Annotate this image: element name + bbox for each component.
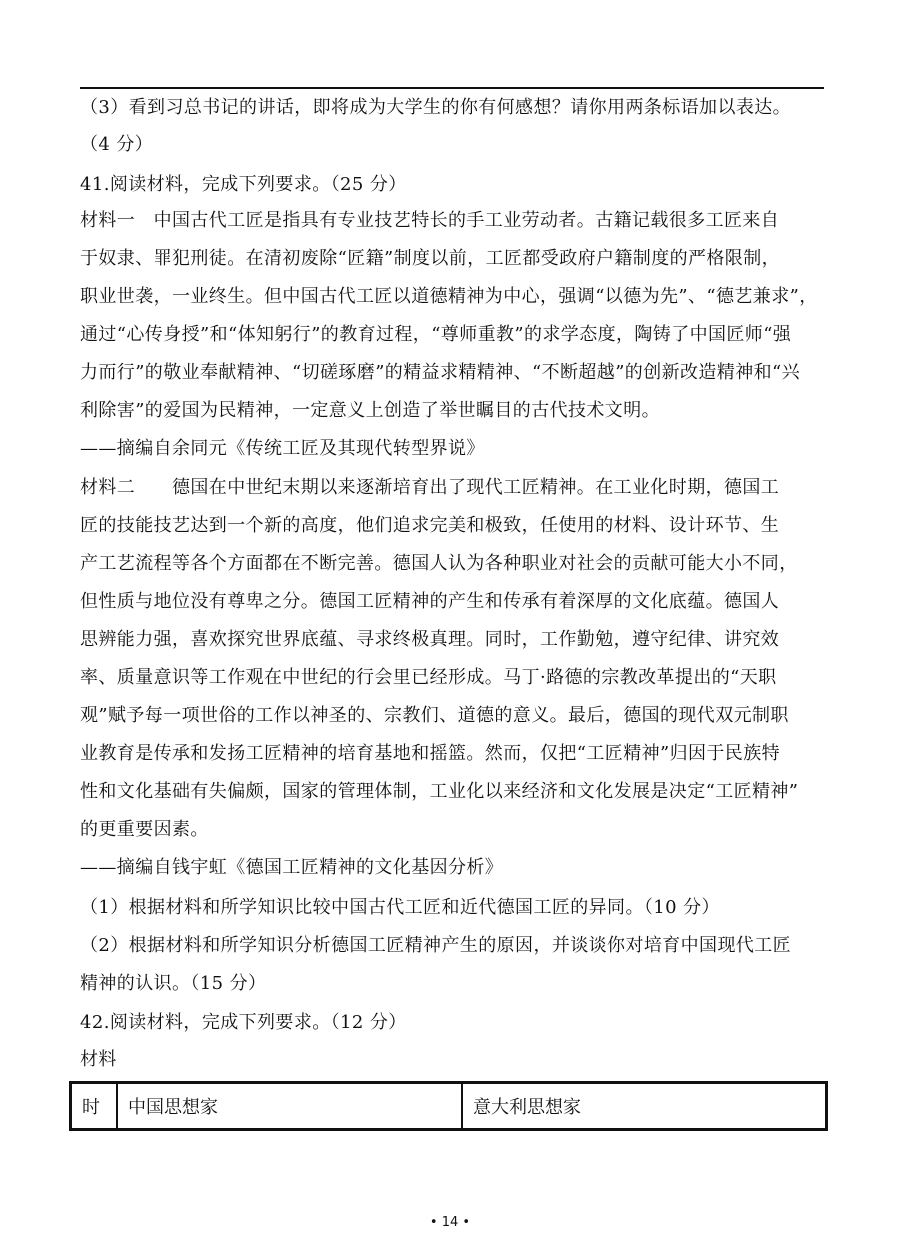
- material-1-line: 职业世袭，一业终生。但中国古代工匠以道德精神为中心，强调“以德为先”、“德艺兼求”，: [80, 286, 818, 307]
- material-1-line: 于奴隶、罪犯刑徒。在清初废除“匠籍”制度以前，工匠都受政府户籍制度的严格限制，: [80, 248, 781, 269]
- material-2-line: 材料二 德国在中世纪末期以来逐渐培育出了现代工匠精神。在工业化时期，德国工: [80, 477, 780, 498]
- page-number: • 14 •: [429, 1215, 471, 1230]
- material-2-line: 产工艺流程等各个方面都在不断完善。德国人认为各种职业对社会的贡献可能大小不同，: [80, 553, 798, 574]
- table-header-time: 时: [72, 1084, 118, 1128]
- top-divider: [80, 87, 824, 89]
- question-41-heading: 41.阅读材料，完成下列要求。（25 分）: [80, 174, 407, 195]
- thinkers-table: [69, 1081, 828, 1131]
- table-header-chinese: 中国思想家: [118, 1084, 463, 1128]
- question-40-3-score: （4 分）: [80, 134, 154, 155]
- material-1-source: ——摘编自余同元《传统工匠及其现代转型界说》: [80, 438, 485, 459]
- question-41-1: （1）根据材料和所学知识比较中国古代工匠和近代德国工匠的异同。（10 分）: [80, 897, 720, 918]
- material-2-source: ——摘编自钱宇虹《德国工匠精神的文化基因分析》: [80, 857, 504, 878]
- material-2-line: 的更重要因素。: [80, 819, 209, 840]
- material-2-line: 匠的技能技艺达到一个新的高度，他们追求完美和极致，任使用的材料、设计环节、生: [80, 515, 780, 536]
- material-1-line: 力而行”的敬业奉献精神、“切磋琢磨”的精益求精精神、“不断超越”的创新改造精神和“兴: [80, 362, 801, 383]
- question-40-3: （3）看到习总书记的讲话，即将成为大学生的你有何感想？请你用两条标语加以表达。: [80, 97, 792, 118]
- material-1-line: 材料一 中国古代工匠是指具有专业技艺特长的手工业劳动者。古籍记载很多工匠来自: [80, 210, 780, 231]
- question-41-2: （2）根据材料和所学知识分析德国工匠精神产生的原因，并谈谈你对培育中国现代工匠: [80, 935, 792, 956]
- material-2-line: 业教育是传承和发扬工匠精神的培育基地和摇篮。然而，仅把“工匠精神”归因于民族特: [80, 743, 781, 764]
- material-2-line: 但性质与地位没有尊卑之分。德国工匠精神的产生和传承有着深厚的文化底蕴。德国人: [80, 591, 780, 612]
- material-label: 材料: [80, 1049, 117, 1070]
- material-2-line: 思辨能力强，喜欢探究世界底蕴、寻求终极真理。同时，工作勤勉，遵守纪律、讲究效: [80, 629, 780, 650]
- material-1-line: 通过“心传身授”和“体知躬行”的教育过程，“尊师重教”的求学态度，陶铸了中国匠师“强: [80, 324, 792, 345]
- material-1-line: 利除害”的爱国为民精神，一定意义上创造了举世瞩目的古代技术文明。: [80, 400, 660, 421]
- question-41-2-cont: 精神的认识。（15 分）: [80, 973, 267, 994]
- question-42-heading: 42.阅读材料，完成下列要求。（12 分）: [80, 1012, 407, 1033]
- material-2-line: 率、质量意识等工作观在中世纪的行会里已经形成。马丁·路德的宗教改革提出的“天职: [80, 667, 777, 688]
- material-2-line: 观”赋予每一项世俗的工作以神圣的、宗教们、道德的意义。最后，德国的现代双元制职: [80, 705, 789, 726]
- material-2-line: 性和文化基础有失偏颇，国家的管理体制，工业化以来经济和文化发展是决定“工匠精神”: [80, 781, 799, 802]
- table-header-italian: 意大利思想家: [473, 1097, 581, 1118]
